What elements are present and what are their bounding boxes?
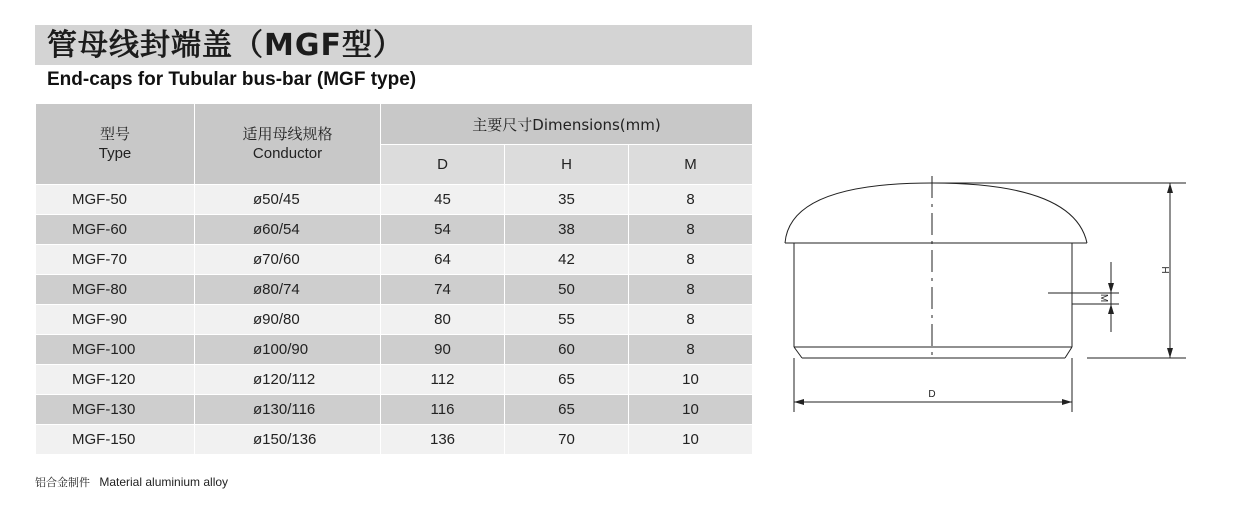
header-dimensions: 主要尺寸Dimensions(mm) (381, 104, 753, 145)
cell-d: 136 (381, 425, 505, 455)
cell-h: 60 (505, 335, 629, 365)
m-arrow-bottom (1108, 304, 1114, 314)
header-conductor (195, 104, 381, 185)
dimensions-table (35, 103, 753, 455)
table-header (36, 104, 753, 185)
cell-conductor: ø130/116 (195, 395, 381, 425)
m-arrow-top (1108, 283, 1114, 293)
cell-m: 8 (629, 245, 753, 275)
header-type (36, 104, 195, 185)
header-conductor-en: Conductor (252, 145, 323, 162)
cell-m: 8 (629, 335, 753, 365)
cell-type: MGF-60 (36, 215, 195, 245)
label-h: H (1159, 266, 1170, 274)
cell-d: 64 (381, 245, 505, 275)
cell-m: 10 (629, 365, 753, 395)
cell-conductor: ø120/112 (195, 365, 381, 395)
table-body (36, 185, 753, 455)
table-row (36, 365, 753, 395)
cell-h: 55 (505, 305, 629, 335)
dome-outline (785, 183, 1087, 243)
cell-conductor: ø60/54 (195, 215, 381, 245)
table-row (36, 275, 753, 305)
cell-m: 10 (629, 425, 753, 455)
table-row (36, 395, 753, 425)
table-row (36, 185, 753, 215)
cell-d: 74 (381, 275, 505, 305)
cell-m: 8 (629, 185, 753, 215)
cell-type: MGF-150 (36, 425, 195, 455)
cell-h: 42 (505, 245, 629, 275)
cell-type: MGF-50 (36, 185, 195, 215)
end-cap-drawing (760, 160, 1220, 430)
h-arrow-top (1167, 183, 1173, 193)
cell-d: 45 (381, 185, 505, 215)
cell-type: MGF-100 (36, 335, 195, 365)
cell-conductor: ø50/45 (195, 185, 381, 215)
d-arrow-right (1062, 399, 1072, 405)
cell-d: 112 (381, 365, 505, 395)
cell-conductor: ø80/74 (195, 275, 381, 305)
material-note-en: Material aluminium alloy (99, 475, 229, 489)
material-note-cn: 铝合金制件 (35, 476, 90, 489)
label-d: D (928, 389, 936, 400)
cell-type: MGF-80 (36, 275, 195, 305)
table-row (36, 425, 753, 455)
cell-type: MGF-90 (36, 305, 195, 335)
cell-conductor: ø70/60 (195, 245, 381, 275)
header-conductor-cn: 适用母线规格 (242, 125, 333, 143)
h-arrow-bottom (1167, 348, 1173, 358)
header-h: H (505, 145, 629, 185)
cell-m: 8 (629, 305, 753, 335)
cell-m: 10 (629, 395, 753, 425)
cell-conductor: ø150/136 (195, 425, 381, 455)
header-m: M (629, 145, 753, 185)
cell-type: MGF-130 (36, 395, 195, 425)
cell-type: MGF-70 (36, 245, 195, 275)
cell-type: MGF-120 (36, 365, 195, 395)
table-row (36, 245, 753, 275)
page-subtitle: End-caps for Tubular bus-bar (MGF type) (47, 69, 417, 90)
cell-h: 35 (505, 185, 629, 215)
cell-m: 8 (629, 215, 753, 245)
label-m: M (1098, 293, 1109, 303)
lip-right-chamfer (1065, 347, 1072, 358)
cell-conductor: ø100/90 (195, 335, 381, 365)
d-arrow-left (794, 399, 804, 405)
cell-d: 90 (381, 335, 505, 365)
header-type-en: Type (98, 145, 132, 162)
table-row (36, 305, 753, 335)
cell-conductor: ø90/80 (195, 305, 381, 335)
cell-m: 8 (629, 275, 753, 305)
header-d: D (381, 145, 505, 185)
material-note (35, 474, 228, 490)
table-row (36, 215, 753, 245)
table-row (36, 335, 753, 365)
header-type-cn: 型号 (99, 125, 130, 143)
cell-h: 70 (505, 425, 629, 455)
cell-d: 54 (381, 215, 505, 245)
cell-h: 65 (505, 365, 629, 395)
cell-h: 65 (505, 395, 629, 425)
cell-d: 116 (381, 395, 505, 425)
cell-d: 80 (381, 305, 505, 335)
lip-left-chamfer (794, 347, 802, 358)
cell-h: 50 (505, 275, 629, 305)
page-title: 管母线封端盖（MGF型） (47, 28, 404, 63)
cell-h: 38 (505, 215, 629, 245)
